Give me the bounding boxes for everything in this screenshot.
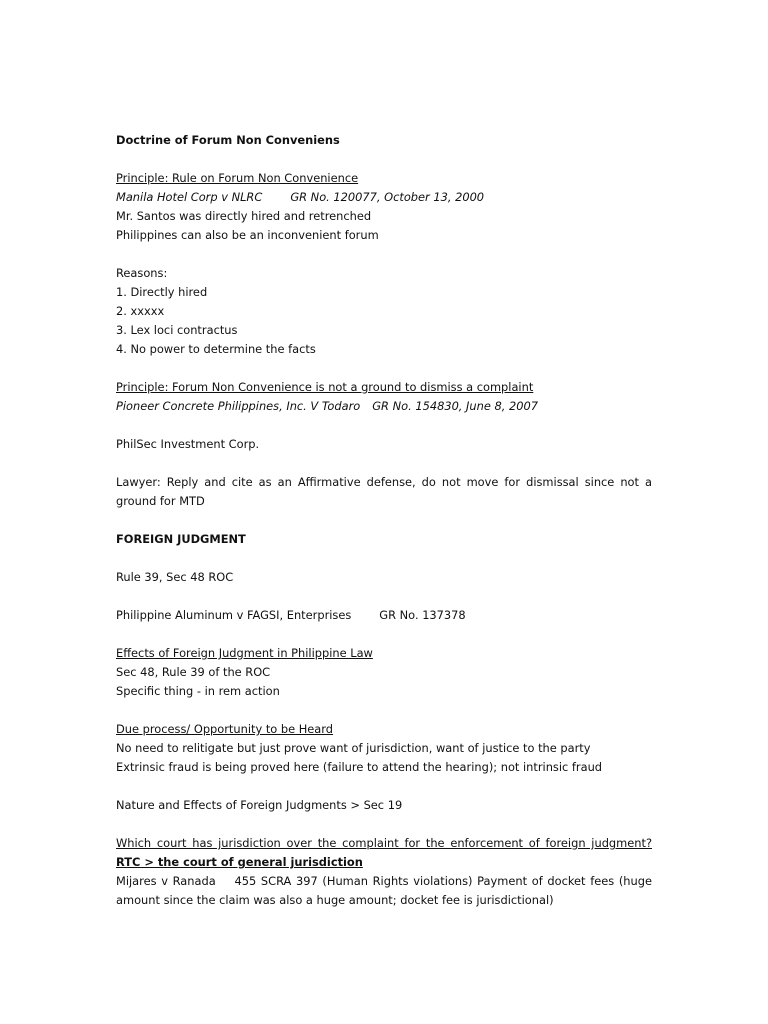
text-line: Rule 39, Sec 48 ROC — [116, 570, 234, 584]
principle-heading-1: Principle: Rule on Forum Non Convenience — [116, 171, 359, 185]
text-line: PhilSec Investment Corp. — [116, 437, 260, 451]
list-item: 1. Directly hired — [116, 285, 208, 299]
text-line: Extrinsic fraud is being proved here (failure to attend the hearing); not intrinsic fraud — [116, 760, 603, 774]
text-line: Nature and Effects of Foreign Judgments > Sec 19 — [116, 798, 403, 812]
reasons-heading: Reasons: — [116, 266, 168, 280]
case-citation-4 — [116, 872, 652, 910]
case-gr: GR No. 154830, June 8, 2007 — [372, 399, 538, 413]
case-name: Pioneer Concrete Philippines, Inc. V Todaro — [116, 399, 361, 413]
case-body: 455 SCRA 397 (Human Rights violations) Payment of docket fees (huge amount since the claim was also a huge amount; docket fee is jurisdictional) — [116, 874, 652, 907]
document-title: Doctrine of Forum Non Conveniens — [116, 133, 340, 147]
list-item: 4. No power to determine the facts — [116, 342, 316, 356]
case-citation-3 — [116, 606, 652, 625]
case-gr: GR No. 120077, October 13, 2000 — [290, 190, 485, 204]
text-line: Specific thing - in rem action — [116, 684, 280, 698]
case-name: Philippine Aluminum v FAGSI, Enterprises — [116, 608, 352, 622]
case-citation-2 — [116, 397, 652, 416]
principle-heading-2: Principle: Forum Non Convenience is not a ground to dismiss a complaint — [116, 380, 534, 394]
due-process-heading: Due process/ Opportunity to be Heard — [116, 722, 334, 736]
section-heading: FOREIGN JUDGMENT — [116, 532, 246, 546]
list-item: 3. Lex loci contractus — [116, 323, 238, 337]
text-line: No need to relitigate but just prove want of jurisdiction, want of justice to the party — [116, 741, 591, 755]
case-name: Mijares v Ranada — [116, 874, 216, 888]
text-line: Philippines can also be an inconvenient forum — [116, 228, 379, 242]
case-citation-1 — [116, 188, 652, 207]
text-line: Sec 48, Rule 39 of the ROC — [116, 665, 271, 679]
question-text: Which court has jurisdiction over the complaint for the enforcement of foreign judgment? — [116, 836, 652, 850]
list-item: 2. xxxxx — [116, 304, 165, 318]
document-body — [116, 131, 652, 910]
jurisdiction-question — [116, 834, 652, 872]
effects-heading: Effects of Foreign Judgment in Philippine Law — [116, 646, 373, 660]
case-gr: GR No. 137378 — [379, 608, 466, 622]
case-name: Manila Hotel Corp v NLRC — [116, 190, 263, 204]
text-line: Mr. Santos was directly hired and retrenched — [116, 209, 372, 223]
lawyer-note: Lawyer: Reply and cite as an Affirmative defense, do not move for dismissal since not a ground for MTD — [116, 475, 652, 508]
answer-text: RTC > the court of general jurisdiction — [116, 855, 363, 869]
